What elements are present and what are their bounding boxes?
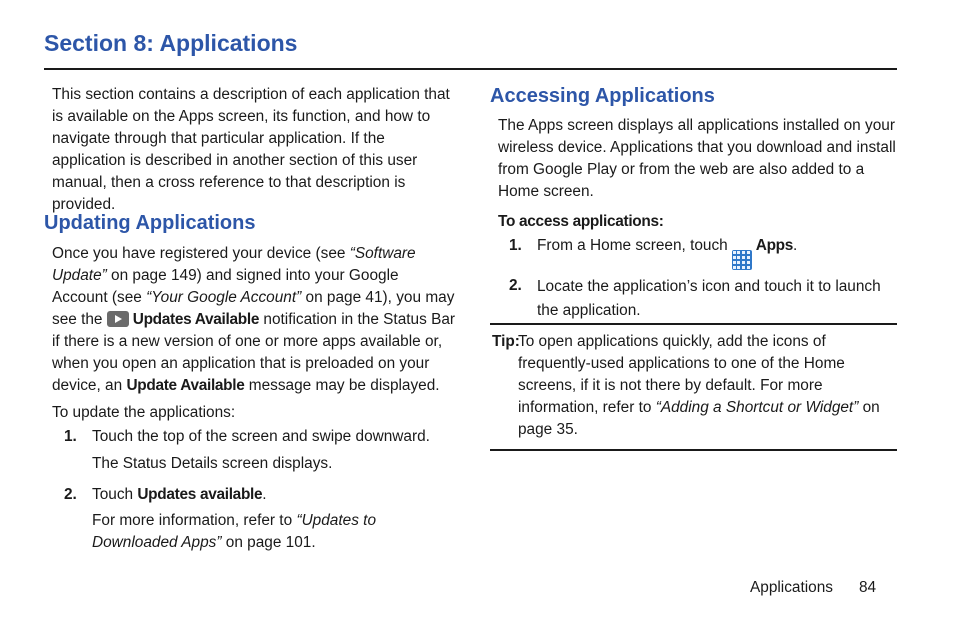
updating-applications-heading: Updating Applications (44, 212, 256, 234)
updates-available-option: Updates available (137, 486, 263, 503)
updates-notification-icon (107, 311, 129, 327)
title-divider (44, 68, 897, 70)
updating-paragraph: Once you have registered your device (see “Software Update” on page 149) and signed into your Google Account (see “Your Google Account” on page 41), you may see the Updates Available notification in the Status Bar if there is a new version of one or more apps available or, when you open an application that is preloaded on your device, an Update Available message may be displayed. (52, 245, 456, 394)
step-number: 2. (64, 486, 77, 503)
step-result: The Status Details screen displays. (92, 455, 333, 472)
access-step-1 (497, 235, 897, 270)
step-reference: For more information, refer to “Updates to Downloaded Apps” on page 101. (92, 512, 376, 551)
step-number: 1. (509, 237, 522, 254)
step-number: 2. (509, 277, 522, 294)
accessing-applications-heading: Accessing Applications (490, 85, 715, 107)
updates-downloaded-apps-link[interactable]: “Updates to Downloaded Apps” (92, 512, 376, 551)
step-text: Locate the application’s icon and touch it to launch the application. (537, 278, 881, 319)
google-account-link[interactable]: “Your Google Account” (146, 289, 302, 306)
apps-grid-icon (732, 250, 752, 270)
update-available-label: Update Available (126, 377, 245, 394)
update-intro: To update the applications: (52, 404, 236, 421)
step-text: From a Home screen, touch Apps. (537, 235, 897, 270)
intro-paragraph: This section contains a description of each application that is available on the Apps screen, its function, and how to navigate through that particular application. If the application is described in another section of this user manual, then a cross reference to that description is provided. (52, 86, 450, 213)
page-title: Section 8: Applications (44, 30, 298, 56)
updates-available-label: Updates Available (132, 311, 260, 328)
update-step-1 (52, 426, 457, 475)
tip-box (490, 323, 897, 451)
step-text: Touch the top of the screen and swipe downward. (92, 428, 430, 445)
adding-shortcut-link[interactable]: “Adding a Shortcut or Widget” (655, 399, 859, 416)
step-text: Touch Updates available. (92, 486, 267, 503)
left-column (52, 84, 457, 216)
footer-section-name: Applications (750, 579, 833, 596)
step-number: 1. (64, 428, 77, 445)
apps-label: Apps (755, 237, 794, 254)
accessing-section (498, 115, 897, 323)
tip-text: To open applications quickly, add the icons of frequently-used applications to one of the Home screens, if it is not there by default. For more information, refer to “Adding a Shortcut or Widget” on page 35. (518, 333, 880, 438)
update-step-2 (52, 484, 457, 554)
accessing-paragraph: The Apps screen displays all applications installed on your wireless device. Applications that you download and install from Google Play or from the web are also added to a Home screen. (498, 117, 896, 200)
software-update-link[interactable]: “Software Update” (52, 245, 416, 284)
footer-page-number: 84 (859, 579, 877, 596)
access-step-2 (497, 275, 897, 323)
tip-label: Tip: (492, 333, 520, 350)
updating-section (52, 243, 457, 554)
access-subheading: To access applications: (498, 213, 664, 230)
